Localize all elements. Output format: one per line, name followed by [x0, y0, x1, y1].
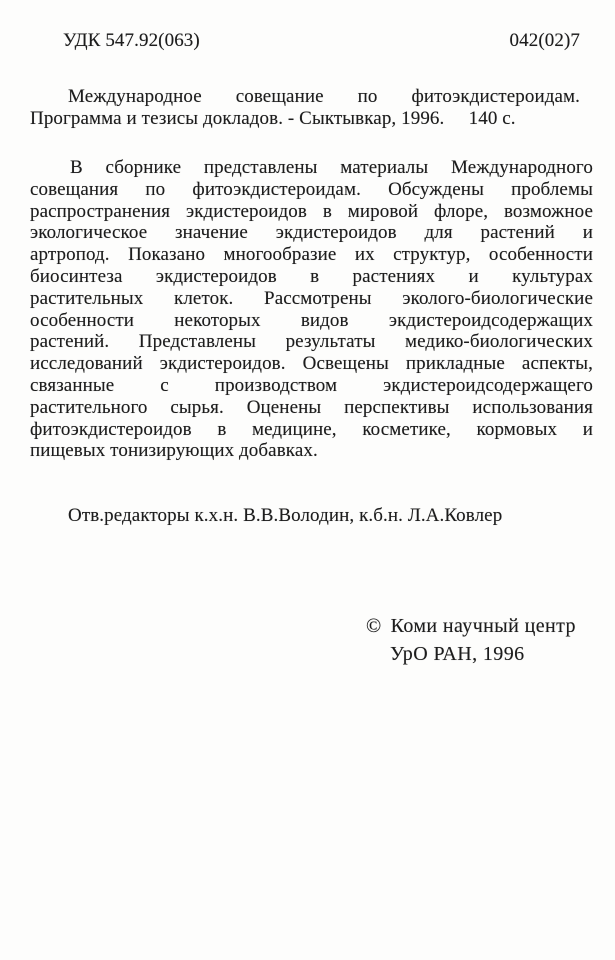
copyright-org: Коми научный центр [390, 615, 576, 637]
text-line: связанные с производством экдистероидсодержащего [30, 374, 593, 396]
text-line: распространения экдистероидов в мировой флоре, возможное [30, 200, 593, 222]
text-line: исследований экдистероидов. Освещены прикладные аспекты, [30, 353, 593, 375]
text-line: растений. Представлены результаты медико-биологических [30, 331, 593, 353]
text-line: артропод. Показано многообразие их структур, особенности [30, 244, 593, 266]
text-line: Международное совещание по фитоэкдистероидам. [68, 86, 580, 107]
copyright-year-line: УрО РАН, 1996 [390, 643, 525, 665]
text-line: фитоэкдистероидов в медицине, косметике, кормовых и [30, 418, 593, 440]
header-row [30, 30, 580, 52]
copyright-org-line [366, 612, 576, 640]
text-line: В сборнике представлены материалы Международного [70, 157, 593, 178]
text-line: совещания по фитоэкдистероидам. Обсуждены проблемы [30, 178, 593, 200]
abstract-paragraph [30, 157, 593, 462]
text-line: биосинтеза экдистероидов в растениях и культурах [30, 265, 593, 287]
editors-line: Отв.редакторы к.х.н. В.В.Володин, к.б.н. Л.А.Ковлер [68, 505, 503, 526]
udc-code: УДК 547.92(063) [63, 30, 200, 51]
text-line: особенности некоторых видов экдистероидсодержащих [30, 309, 593, 331]
text-line: экологическое значение экдистероидов для растений и [30, 222, 593, 244]
text-line: пищевых тонизирующих добавках. [30, 440, 318, 462]
text-line: растительных клеток. Рассмотрены эколого-биологические [30, 287, 593, 309]
text-line: Программа и тезисы докладов. - Сыктывкар, 1996. 140 с. [30, 107, 516, 129]
text-line: растительного сырья. Оценены перспективы использования [30, 396, 593, 418]
copyright-icon: © [366, 615, 382, 637]
copyright-block [366, 612, 576, 668]
bibliographic-reference [30, 86, 580, 130]
catalog-code: 042(02)7 [509, 30, 580, 51]
